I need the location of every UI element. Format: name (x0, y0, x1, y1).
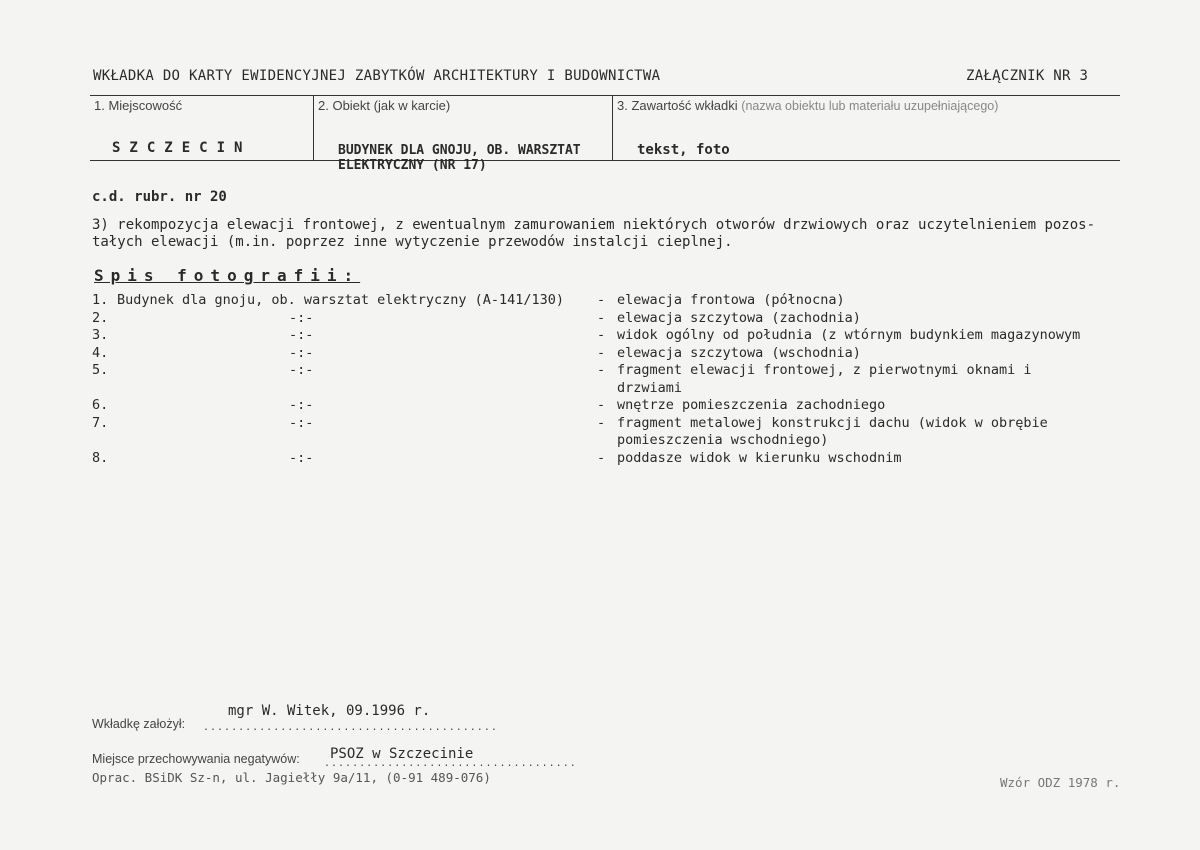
template-note: Wzór ODZ 1978 r. (1000, 775, 1121, 790)
photo-caption: pomieszczenia wschodniego) (617, 432, 829, 448)
photo-ditto-mark: -:- (289, 449, 314, 466)
photo-dash: - (597, 397, 606, 413)
table-bottom-rule (90, 160, 1120, 161)
author-dotted-line: .......................................... (203, 722, 498, 733)
photo-caption: elewacja frontowa (północna) (617, 292, 845, 308)
photo-caption: fragment elewacji frontowej, z pierwotnymi oknami i (617, 362, 1032, 378)
contents-value: tekst, foto (637, 142, 730, 158)
photo-number: 5. (92, 362, 109, 378)
table-divider-2 (612, 95, 613, 160)
photo-caption: drzwiami (617, 379, 683, 396)
photo-number: 6. (92, 397, 109, 413)
photo-caption: elewacja szczytowa (zachodnia) (617, 309, 861, 326)
table-top-rule (90, 95, 1120, 96)
publisher-note: Oprac. BSiDK Sz-n, ul. Jagiełły 9a/11, (0-91 489-076) (92, 770, 491, 785)
locality-value: SZCZECIN (112, 140, 252, 156)
storage-dotted-line: .................................... (324, 758, 577, 769)
storage-value: PSOZ w Szczecinie (330, 746, 474, 762)
locality-label: 1. Miejscowość (94, 98, 183, 113)
photo-caption: elewacja szczytowa (wschodnia) (617, 344, 861, 361)
photo-caption: poddasze widok w kierunku wschodnim (617, 449, 902, 466)
table-divider-1 (313, 95, 314, 160)
photo-number: 1. (92, 292, 109, 308)
contents-label (617, 98, 998, 113)
photo-dash: - (597, 327, 606, 343)
photo-list-heading: Spis fotografii: (94, 266, 361, 285)
photo-dash: - (597, 344, 606, 361)
storage-label: Miejsce przechowywania negatywów: (92, 752, 300, 766)
photo-object: Budynek dla gnoju, ob. warsztat elektryczny (A-141/130) (117, 292, 565, 308)
photo-dash: - (597, 449, 606, 466)
document-title: WKŁADKA DO KARTY EWIDENCYJNEJ ZABYTKÓW ARCHITEKTURY I BUDOWNICTWA (93, 68, 661, 84)
author-value: mgr W. Witek, 09.1996 r. (228, 703, 431, 719)
paragraph-line-1: 3) rekompozycja elewacji frontowej, z ewentualnym zamurowaniem niektórych otworów drzwiowych oraz uczytelnieniem pozos- (92, 217, 1096, 233)
photo-caption: wnętrze pomieszczenia zachodniego (617, 397, 886, 413)
attachment-number: ZAŁĄCZNIK NR 3 (966, 68, 1089, 84)
photo-number: 4. (92, 344, 109, 361)
object-value-line2: ELEKTRYCZNY (NR 17) (338, 158, 487, 173)
contents-label-main: 3. Zawartość wkładki (617, 98, 738, 113)
photo-dash: - (597, 362, 606, 378)
photo-dash: - (597, 292, 606, 308)
object-value-line1: BUDYNEK DLA GNOJU, OB. WARSZTAT (338, 143, 581, 158)
paragraph-line-2: tałych elewacji (m.in. poprzez inne wytyczenie przewodów instalcji cieplnej. (92, 234, 733, 250)
photo-ditto-mark: -:- (289, 414, 314, 431)
photo-number: 3. (92, 327, 109, 343)
contents-label-sub: (nazwa obiektu lub materiału uzupełniającego) (741, 99, 999, 113)
photo-number: 2. (92, 309, 109, 326)
photo-ditto-mark: -:- (289, 397, 314, 413)
photo-caption: widok ogólny od południa (z wtórnym budynkiem magazynowym (617, 327, 1081, 343)
photo-dash: - (597, 309, 606, 326)
continuation-note: c.d. rubr. nr 20 (92, 189, 227, 205)
object-label: 2. Obiekt (jak w karcie) (318, 98, 451, 113)
photo-dash: - (597, 414, 606, 431)
photo-ditto-mark: -:- (289, 327, 314, 343)
photo-number: 7. (92, 414, 109, 431)
photo-ditto-mark: -:- (289, 309, 314, 326)
photo-ditto-mark: -:- (289, 362, 314, 378)
photo-ditto-mark: -:- (289, 344, 314, 361)
photo-number: 8. (92, 449, 109, 466)
author-label: Wkładkę założył: (92, 717, 186, 731)
photo-caption: fragment metalowej konstrukcji dachu (widok w obrębie (617, 414, 1048, 431)
